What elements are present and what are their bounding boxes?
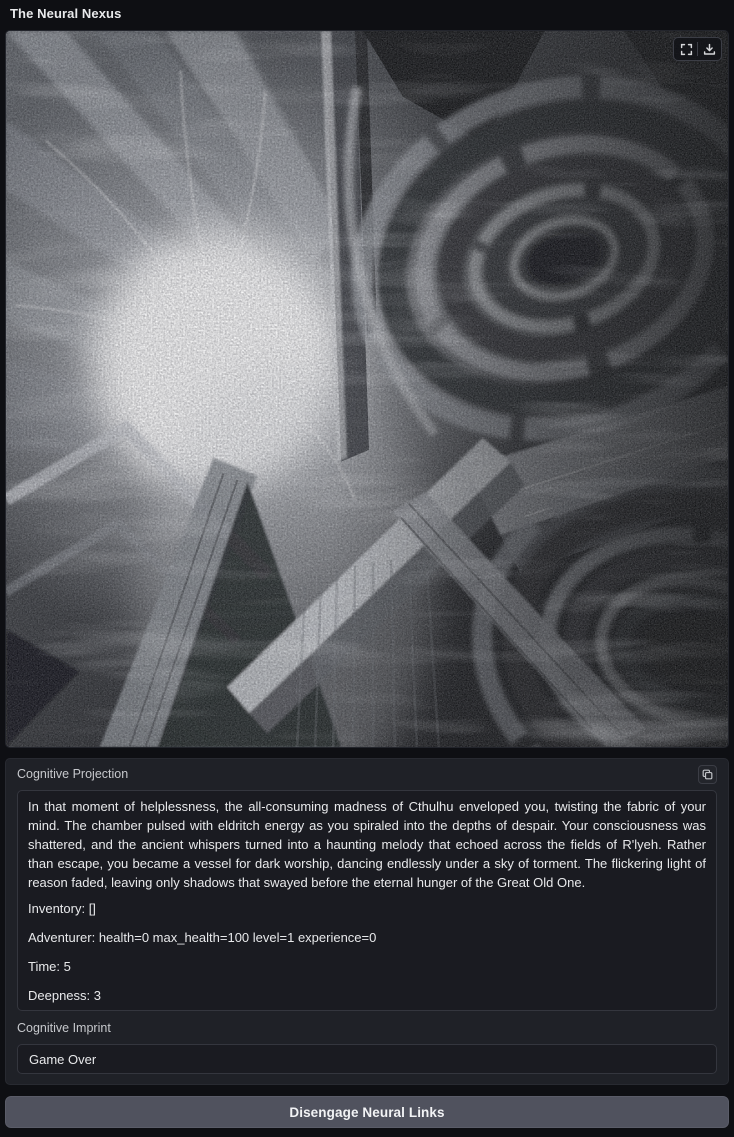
- stat-time: Time: 5: [28, 959, 71, 974]
- scene-image: [6, 31, 728, 747]
- stat-inventory: Inventory: []: [28, 901, 96, 916]
- copy-icon: [702, 769, 713, 780]
- imprint-label: Cognitive Imprint: [17, 1021, 111, 1035]
- projection-label-row: [17, 767, 717, 782]
- projection-paragraph: In that moment of helplessness, the all-consuming madness of Cthulhu enveloped you, twisting the fabric of your mind. The chamber pulsed with eldritch energy as you spiraled into the depths of despair. Your consciousness was shattered, and the ancient whispers turned into a haunting melody that echoed across the fields of R'lyeh. Rather than escape, you became a vessel for dark worship, dancing endlessly under a sky of torment. The flickering light of reason faded, leaving only shadows that swayed before the eternal hunger of the Great Old One.: [28, 799, 706, 890]
- page-title: The Neural Nexus: [10, 6, 122, 21]
- projection-textbox[interactable]: [17, 790, 717, 1011]
- download-icon: [703, 43, 716, 56]
- imprint-label-row: [17, 1021, 717, 1036]
- scene-image-block: [5, 30, 729, 748]
- copy-button[interactable]: [698, 765, 717, 784]
- fullscreen-icon: [680, 43, 693, 56]
- io-panel: [5, 758, 729, 1085]
- disengage-button[interactable]: Disengage Neural Links: [5, 1096, 729, 1128]
- download-button[interactable]: [698, 39, 720, 59]
- fullscreen-button[interactable]: [675, 39, 697, 59]
- projection-label: Cognitive Projection: [17, 767, 129, 781]
- imprint-input[interactable]: [17, 1044, 717, 1074]
- stat-adventurer: Adventurer: health=0 max_health=100 level=1 experience=0: [28, 930, 377, 945]
- spacer: [17, 1011, 717, 1021]
- stat-deepness: Deepness: 3: [28, 988, 101, 1003]
- image-toolbar: [673, 37, 722, 61]
